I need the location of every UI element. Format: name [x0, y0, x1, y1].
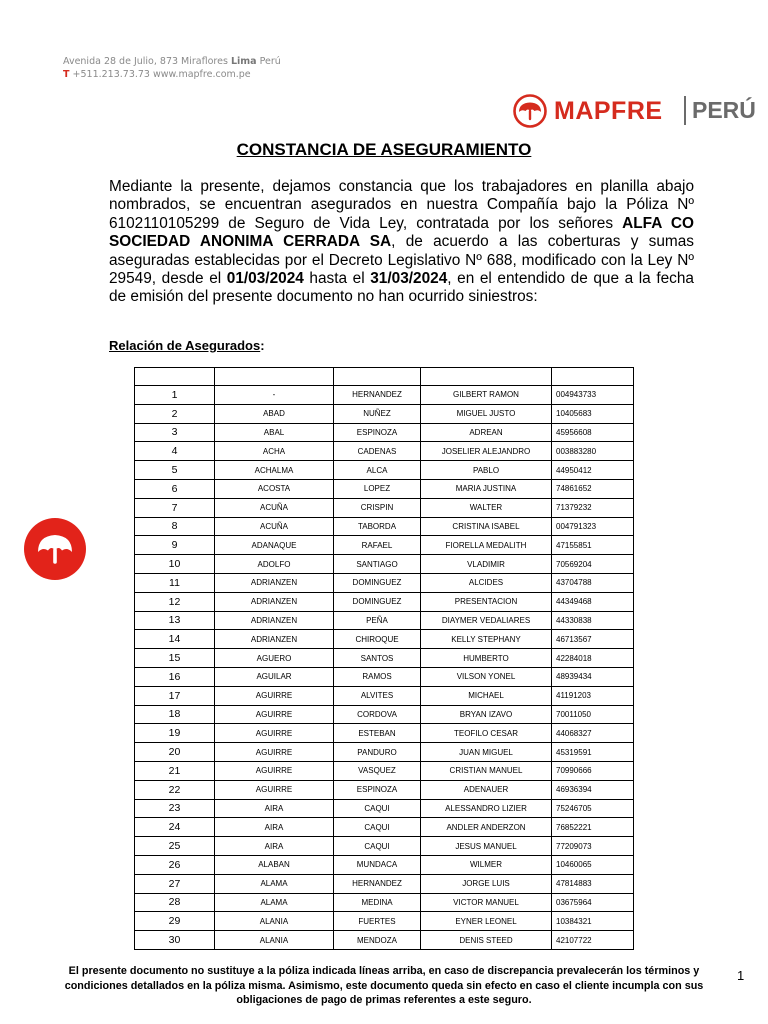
- apellido-materno: PANDURO: [334, 743, 421, 762]
- header-cell: [421, 368, 552, 386]
- insured-list-heading: [109, 338, 265, 353]
- apellido-materno: SANTOS: [334, 649, 421, 668]
- row-number: 30: [135, 931, 215, 950]
- table-row: [135, 837, 634, 856]
- document-number: 10405683: [552, 404, 634, 423]
- document-number: 70011050: [552, 705, 634, 724]
- table-row: [135, 611, 634, 630]
- table-row: [135, 498, 634, 517]
- apellido-paterno: AGUIRRE: [215, 743, 334, 762]
- table-row: [135, 724, 634, 743]
- table-row: [135, 461, 634, 480]
- address-city: Lima: [230, 56, 257, 67]
- row-number: 13: [135, 611, 215, 630]
- document-number: 71379232: [552, 498, 634, 517]
- nombres: KELLY STEPHANY: [421, 630, 552, 649]
- nombres: HUMBERTO: [421, 649, 552, 668]
- apellido-materno: CAQUI: [334, 818, 421, 837]
- mapfre-logo: [513, 93, 756, 129]
- apellido-materno: ESPINOZA: [334, 423, 421, 442]
- document-number: 44950412: [552, 461, 634, 480]
- table-row: [135, 705, 634, 724]
- apellido-paterno: ACHALMA: [215, 461, 334, 480]
- document-number: 10384321: [552, 912, 634, 931]
- apellido-materno: TABORDA: [334, 517, 421, 536]
- table-row: [135, 479, 634, 498]
- apellido-paterno: AGUERO: [215, 649, 334, 668]
- document-number: 70569204: [552, 555, 634, 574]
- apellido-paterno: ADRIANZEN: [215, 592, 334, 611]
- row-number: 26: [135, 855, 215, 874]
- document-number: 10460065: [552, 855, 634, 874]
- apellido-paterno: AGUIRRE: [215, 705, 334, 724]
- apellido-paterno: ALANIA: [215, 912, 334, 931]
- address-street: Avenida 28 de Julio, 873 Miraflores: [63, 56, 228, 67]
- table-row: [135, 818, 634, 837]
- apellido-paterno: ABAL: [215, 423, 334, 442]
- apellido-materno: RAFAEL: [334, 536, 421, 555]
- nombres: WILMER: [421, 855, 552, 874]
- table-row: [135, 592, 634, 611]
- table-row: [135, 517, 634, 536]
- row-number: 9: [135, 536, 215, 555]
- apellido-materno: MUNDACA: [334, 855, 421, 874]
- apellido-materno: CADENAS: [334, 442, 421, 461]
- heading-colon: :: [260, 338, 265, 353]
- row-number: 8: [135, 517, 215, 536]
- apellido-materno: LOPEZ: [334, 479, 421, 498]
- apellido-paterno: AIRA: [215, 837, 334, 856]
- apellido-materno: ALCA: [334, 461, 421, 480]
- page-number: 1: [737, 968, 745, 983]
- apellido-materno: PEÑA: [334, 611, 421, 630]
- nombres: EYNER LEONEL: [421, 912, 552, 931]
- table-row: [135, 931, 634, 950]
- header-cell: [334, 368, 421, 386]
- document-number: 003883280: [552, 442, 634, 461]
- contact-line: [63, 68, 281, 81]
- brand-country: PERÚ: [692, 97, 756, 123]
- row-number: 21: [135, 761, 215, 780]
- paragraph-part: Mediante la presente, dejamos constancia que los trabajadores en planilla abajo nombrados, se encuentran asegurados en nuestra Compañía bajo la Póliza Nº 6102110105299 de Seguro de Vida Ley, contratada por los señores: [109, 178, 694, 232]
- apellido-materno: CAQUI: [334, 799, 421, 818]
- insured-list-heading-text: Relación de Asegurados: [109, 338, 261, 353]
- nombres: VLADIMIR: [421, 555, 552, 574]
- document-number: 48939434: [552, 667, 634, 686]
- apellido-materno: CAQUI: [334, 837, 421, 856]
- nombres: BRYAN IZAVO: [421, 705, 552, 724]
- address-country: Perú: [259, 56, 281, 67]
- document-number: 44349468: [552, 592, 634, 611]
- apellido-materno: VASQUEZ: [334, 761, 421, 780]
- apellido-materno: DOMINGUEZ: [334, 592, 421, 611]
- document-number: 76852221: [552, 818, 634, 837]
- row-number: 23: [135, 799, 215, 818]
- apellido-materno: MENDOZA: [334, 931, 421, 950]
- table-header-row: [135, 368, 634, 386]
- nombres: JOSELIER ALEJANDRO: [421, 442, 552, 461]
- apellido-materno: CORDOVA: [334, 705, 421, 724]
- nombres: MICHAEL: [421, 686, 552, 705]
- apellido-materno: FUERTES: [334, 912, 421, 931]
- table-row: [135, 573, 634, 592]
- header-cell: [135, 368, 215, 386]
- apellido-paterno: ACUÑA: [215, 498, 334, 517]
- nombres: JORGE LUIS: [421, 874, 552, 893]
- table-row: [135, 386, 634, 405]
- apellido-materno: ESTEBAN: [334, 724, 421, 743]
- table-row: [135, 686, 634, 705]
- nombres: FIORELLA MEDALITH: [421, 536, 552, 555]
- apellido-paterno: ALABAN: [215, 855, 334, 874]
- apellido-paterno: AGUILAR: [215, 667, 334, 686]
- apellido-materno: CRISPIN: [334, 498, 421, 517]
- apellido-paterno: AGUIRRE: [215, 686, 334, 705]
- table-row: [135, 649, 634, 668]
- apellido-paterno: AIRA: [215, 799, 334, 818]
- row-number: 10: [135, 555, 215, 574]
- nombres: CRISTIAN MANUEL: [421, 761, 552, 780]
- document-number: 75246705: [552, 799, 634, 818]
- document-number: 45956608: [552, 423, 634, 442]
- apellido-materno: SANTIAGO: [334, 555, 421, 574]
- row-number: 28: [135, 893, 215, 912]
- apellido-paterno: -: [215, 386, 334, 405]
- apellido-paterno: ACHA: [215, 442, 334, 461]
- document-number: 43704788: [552, 573, 634, 592]
- nombres: ADREAN: [421, 423, 552, 442]
- document-number: 46936394: [552, 780, 634, 799]
- table-row: [135, 874, 634, 893]
- row-number: 5: [135, 461, 215, 480]
- table-row: [135, 912, 634, 931]
- apellido-materno: CHIROQUE: [334, 630, 421, 649]
- row-number: 14: [135, 630, 215, 649]
- row-number: 6: [135, 479, 215, 498]
- row-number: 16: [135, 667, 215, 686]
- document-number: 46713567: [552, 630, 634, 649]
- address-line: [63, 55, 281, 68]
- nombres: JUAN MIGUEL: [421, 743, 552, 762]
- row-number: 22: [135, 780, 215, 799]
- apellido-paterno: ADRIANZEN: [215, 573, 334, 592]
- table-row: [135, 667, 634, 686]
- apellido-materno: RAMOS: [334, 667, 421, 686]
- apellido-paterno: ABAD: [215, 404, 334, 423]
- apellido-paterno: ADANAQUE: [215, 536, 334, 555]
- nombres: VICTOR MANUEL: [421, 893, 552, 912]
- apellido-paterno: ADRIANZEN: [215, 630, 334, 649]
- company-address: [63, 55, 281, 81]
- table-row: [135, 780, 634, 799]
- row-number: 17: [135, 686, 215, 705]
- header-cell: [552, 368, 634, 386]
- table-row: [135, 555, 634, 574]
- apellido-materno: DOMINGUEZ: [334, 573, 421, 592]
- nombres: PABLO: [421, 461, 552, 480]
- nombres: MIGUEL JUSTO: [421, 404, 552, 423]
- mapfre-umbrella-icon: [24, 518, 86, 580]
- apellido-paterno: ALAMA: [215, 874, 334, 893]
- apellido-paterno: AIRA: [215, 818, 334, 837]
- logo-divider: [684, 96, 686, 125]
- insured-company: ALFA CO SOCIEDAD ANONIMA CERRADA SA: [109, 214, 694, 251]
- document-number: 45319591: [552, 743, 634, 762]
- phone-label: T: [63, 69, 70, 80]
- table-row: [135, 404, 634, 423]
- row-number: 12: [135, 592, 215, 611]
- row-number: 15: [135, 649, 215, 668]
- apellido-paterno: ADOLFO: [215, 555, 334, 574]
- apellido-materno: MEDINA: [334, 893, 421, 912]
- row-number: 25: [135, 837, 215, 856]
- row-number: 27: [135, 874, 215, 893]
- document-number: 03675964: [552, 893, 634, 912]
- row-number: 20: [135, 743, 215, 762]
- row-number: 1: [135, 386, 215, 405]
- apellido-paterno: AGUIRRE: [215, 724, 334, 743]
- nombres: TEOFILO CESAR: [421, 724, 552, 743]
- nombres: ALESSANDRO LIZIER: [421, 799, 552, 818]
- document-number: 70990666: [552, 761, 634, 780]
- insured-table: [134, 367, 634, 950]
- table-row: [135, 630, 634, 649]
- paragraph-part: hasta el: [303, 270, 371, 288]
- header-cell: [215, 368, 334, 386]
- table-row: [135, 536, 634, 555]
- row-number: 24: [135, 818, 215, 837]
- row-number: 11: [135, 573, 215, 592]
- coverage-start-date: 01/03/2024: [226, 270, 304, 288]
- table-row: [135, 855, 634, 874]
- document-number: 004791323: [552, 517, 634, 536]
- row-number: 7: [135, 498, 215, 517]
- phone-web: +511.213.73.73 www.mapfre.com.pe: [72, 69, 251, 80]
- table-row: [135, 743, 634, 762]
- table-row: [135, 423, 634, 442]
- row-number: 2: [135, 404, 215, 423]
- certificate-paragraph: [109, 178, 694, 307]
- document-number: 42284018: [552, 649, 634, 668]
- side-brand-mark: [24, 518, 86, 580]
- paragraph-part: , de acuerdo a las coberturas y sumas aseguradas establecidas por el Decreto Legislativo Nº 688, modificado con la Ley Nº 29549, desde el: [109, 233, 694, 288]
- nombres: VILSON YONEL: [421, 667, 552, 686]
- apellido-paterno: AGUIRRE: [215, 761, 334, 780]
- apellido-paterno: ACOSTA: [215, 479, 334, 498]
- nombres: WALTER: [421, 498, 552, 517]
- document-number: 74861652: [552, 479, 634, 498]
- row-number: 19: [135, 724, 215, 743]
- mapfre-umbrella-icon: [513, 94, 547, 128]
- document-title-text: CONSTANCIA DE ASEGURAMIENTO: [236, 140, 532, 159]
- apellido-materno: HERNANDEZ: [334, 874, 421, 893]
- apellido-paterno: ADRIANZEN: [215, 611, 334, 630]
- row-number: 3: [135, 423, 215, 442]
- nombres: DIAYMER VEDALIARES: [421, 611, 552, 630]
- document-number: 44330838: [552, 611, 634, 630]
- apellido-materno: ESPINOZA: [334, 780, 421, 799]
- paragraph-part: , en el entendido de que a la fecha de emisión del presente documento no han ocurrido siniestros:: [109, 270, 694, 306]
- table-row: [135, 442, 634, 461]
- coverage-end-date: 31/03/2024: [370, 270, 448, 288]
- document-number: 004943733: [552, 386, 634, 405]
- nombres: ALCIDES: [421, 573, 552, 592]
- apellido-materno: HERNANDEZ: [334, 386, 421, 405]
- document-number: 77209073: [552, 837, 634, 856]
- apellido-paterno: ALANIA: [215, 931, 334, 950]
- table-row: [135, 799, 634, 818]
- document-number: 41191203: [552, 686, 634, 705]
- nombres: CRISTINA ISABEL: [421, 517, 552, 536]
- row-number: 29: [135, 912, 215, 931]
- document-number: 47155851: [552, 536, 634, 555]
- legal-disclaimer: El presente documento no sustituye a la póliza indicada líneas arriba, en caso de discrepancia prevalecerán los términos y condiciones detallados en la póliza misma. Asimismo, este documento queda sin efecto en caso el cliente incumpla con sus obligaciones de pago de primas referentes a este seguro.: [64, 965, 704, 1006]
- document-number: 42107722: [552, 931, 634, 950]
- nombres: JESUS MANUEL: [421, 837, 552, 856]
- row-number: 18: [135, 705, 215, 724]
- nombres: ANDLER ANDERZON: [421, 818, 552, 837]
- apellido-paterno: ALAMA: [215, 893, 334, 912]
- document-number: 47814883: [552, 874, 634, 893]
- table-row: [135, 761, 634, 780]
- nombres: MARIA JUSTINA: [421, 479, 552, 498]
- document-title: [0, 140, 768, 160]
- brand-name: MAPFRE: [554, 97, 663, 125]
- nombres: PRESENTACION: [421, 592, 552, 611]
- row-number: 4: [135, 442, 215, 461]
- apellido-paterno: AGUIRRE: [215, 780, 334, 799]
- document-number: 44068327: [552, 724, 634, 743]
- nombres: DENIS STEED: [421, 931, 552, 950]
- table-row: [135, 893, 634, 912]
- apellido-materno: ALVITES: [334, 686, 421, 705]
- nombres: ADENAUER: [421, 780, 552, 799]
- nombres: GILBERT RAMON: [421, 386, 552, 405]
- apellido-paterno: ACUÑA: [215, 517, 334, 536]
- apellido-materno: NUÑEZ: [334, 404, 421, 423]
